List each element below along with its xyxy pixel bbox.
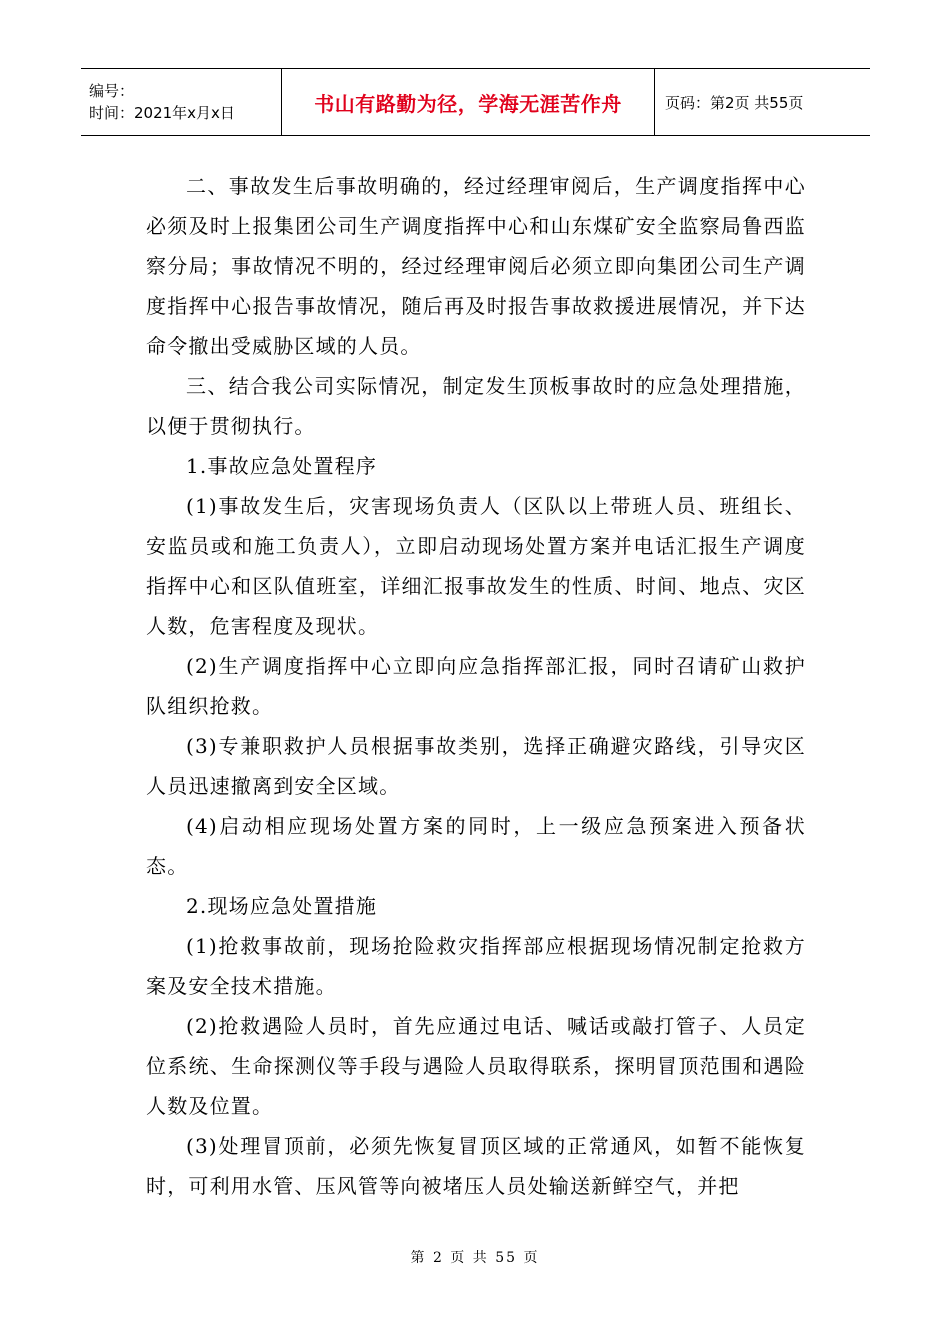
header-page-info: 页码：第2页 共55页 [665, 93, 804, 112]
document-body [146, 166, 806, 1206]
page-header [81, 68, 870, 136]
paragraph-procedure-step-3: (3)专兼职救护人员根据事故类别，选择正确避灾路线，引导灾区人员迅速撤离到安全区域。 [146, 734, 806, 798]
section-heading-emergency-procedure: 1.事故应急处置程序 [186, 454, 378, 478]
header-motto-cell [282, 69, 655, 135]
header-page-cell [655, 69, 870, 135]
paragraph-measure-step-1: (1)抢救事故前，现场抢险救灾指挥部应根据现场情况制定抢救方案及安全技术措施。 [146, 934, 806, 998]
paragraph-measure-step-3: (3)处理冒顶前，必须先恢复冒顶区域的正常通风，如暂不能恢复时，可利用水管、压风管等向被堵压人员处输送新鲜空气，并把 [146, 1134, 806, 1198]
paragraph-procedure-step-2: (2)生产调度指挥中心立即向应急指挥部汇报，同时召请矿山救护队组织抢救。 [146, 654, 806, 718]
paragraph-measure-step-2: (2)抢救遇险人员时，首先应通过电话、喊话或敲打管子、人员定位系统、生命探测仪等手段与遇险人员取得联系，探明冒顶范围和遇险人数及位置。 [146, 1014, 806, 1118]
paragraph-procedure-step-1: (1)事故发生后，灾害现场负责人（区队以上带班人员、班组长、安监员或和施工负责人），立即启动现场处置方案并电话汇报生产调度指挥中心和区队值班室，详细汇报事故发生的性质、时间、地点、灾区人数，危害程度及现状。 [146, 494, 806, 638]
header-meta [81, 69, 282, 135]
header-motto: 书山有路勤为径，学海无涯苦作舟 [314, 91, 622, 116]
section-heading-onsite-measures: 2.现场应急处置措施 [186, 894, 378, 918]
document-number-label: 编号： [89, 82, 135, 100]
paragraph-report-procedure: 二、事故发生后事故明确的，经过经理审阅后，生产调度指挥中心必须及时上报集团公司生产调度指挥中心和山东煤矿安全监察局鲁西监察分局；事故情况不明的，经过经理审阅后必须立即向集团公司生产调度指挥中心报告事故情况，随后再及时报告事故救援进展情况，并下达命令撤出受威胁区域的人员。 [146, 174, 806, 358]
document-date: 时间：2021年x月x日 [89, 104, 235, 122]
paragraph-procedure-step-4: (4)启动相应现场处置方案的同时，上一级应急预案进入预备状态。 [146, 814, 806, 878]
paragraph-measures-intro: 三、结合我公司实际情况，制定发生顶板事故时的应急处理措施，以便于贯彻执行。 [146, 374, 806, 438]
page-footer: 第 2 页 共 55 页 [410, 1250, 540, 1266]
